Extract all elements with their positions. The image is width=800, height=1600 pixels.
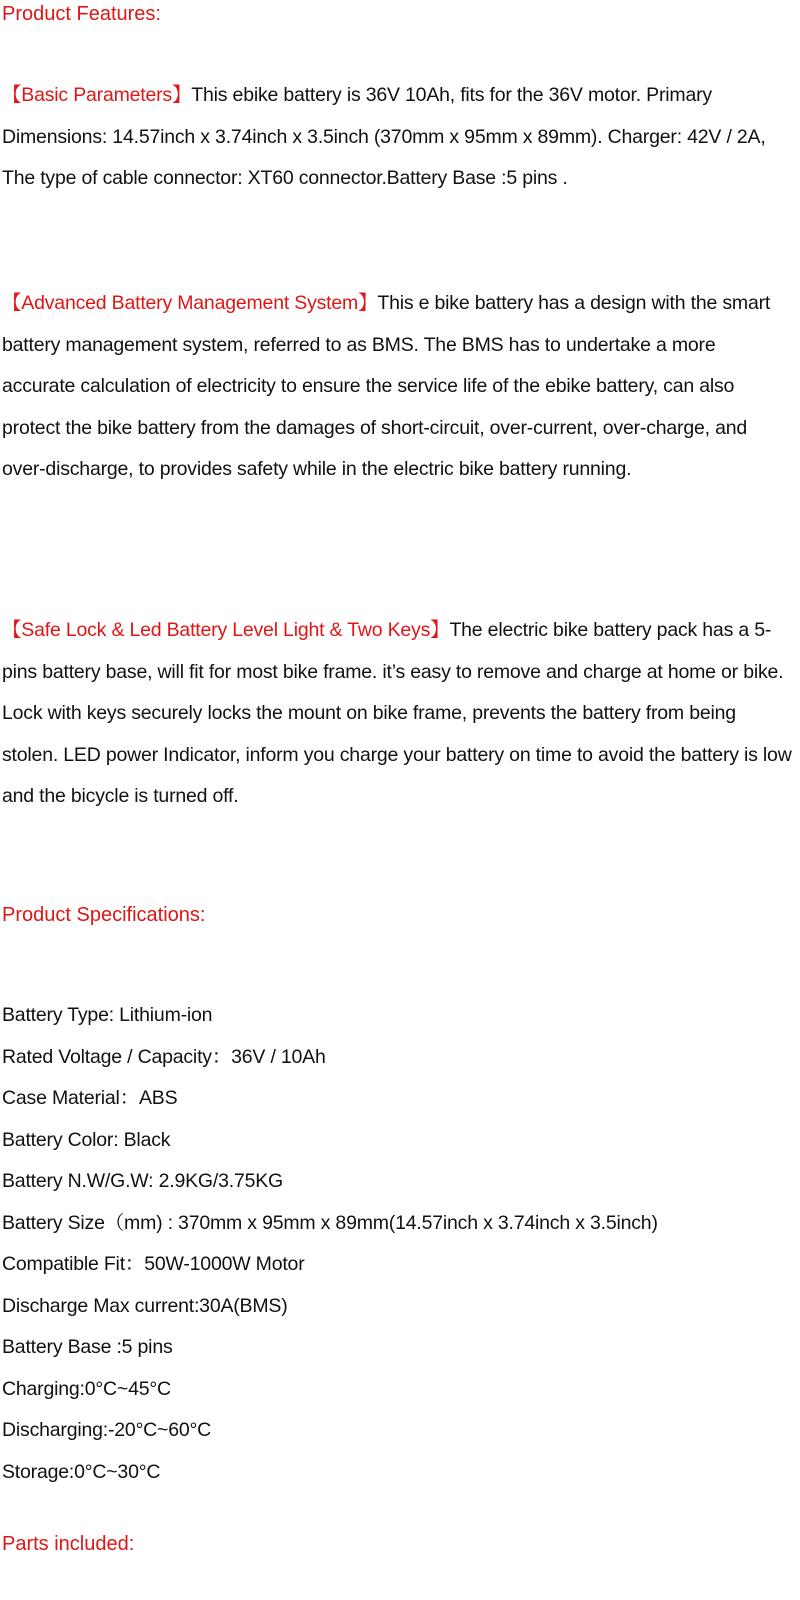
basic-parameters-tag: 【Basic Parameters】 xyxy=(2,84,192,106)
product-features-heading: Product Features: xyxy=(2,3,161,25)
spec-item-battery-type: Battery Type: Lithium-ion xyxy=(2,1004,213,1026)
bms-text: This e bike battery has a design with the smart battery management system, referred to as BMS. The BMS has to undertake a more accurate calculation of electricity to ensure the service life of the ebike battery, can also protect the bike battery from the damages of short-circuit, over-current, over-charge, and over-discharge, to provides safety while in the electric bike battery running. xyxy=(2,292,771,480)
basic-parameters-text: This ebike battery is 36V 10Ah, fits for the 36V motor. Primary Dimensions: 14.57inch x 3.74inch x 3.5inch (370mm x 95mm x 89mm). Charger: 42V / 2A, The type of cable connector: XT60 connector.Battery Base :5 pins . xyxy=(2,84,766,189)
bms-paragraph xyxy=(2,283,792,491)
spec-item-battery-base: Battery Base :5 pins xyxy=(2,1336,173,1358)
spec-item-charging-temp: Charging:0°C~45°C xyxy=(2,1377,171,1400)
bms-tag: 【Advanced Battery Management System】 xyxy=(2,292,378,314)
parts-included-heading: Parts included: xyxy=(2,1533,135,1555)
spec-item-battery-color: Battery Color: Black xyxy=(2,1128,171,1151)
basic-parameters-paragraph xyxy=(2,75,792,200)
specifications-list xyxy=(2,995,792,1493)
safe-lock-paragraph xyxy=(2,610,792,818)
spec-item-case-material: Case Material：ABS xyxy=(2,1087,178,1109)
spec-item-weight: Battery N.W/G.W: 2.9KG/3.75KG xyxy=(2,1170,284,1192)
spec-item-battery-size: Battery Size（mm) : 370mm x 95mm x 89mm(14.57inch x 3.74inch x 3.5inch) xyxy=(2,1211,658,1234)
product-specifications-heading: Product Specifications: xyxy=(2,904,206,926)
spec-item-discharge-current: Discharge Max current:30A(BMS) xyxy=(2,1294,288,1317)
safe-lock-tag: 【Safe Lock & Led Battery Level Light & Two Keys】 xyxy=(2,619,450,641)
spec-item-storage-temp: Storage:0°C~30°C xyxy=(2,1460,161,1483)
spec-item-rated-voltage: Rated Voltage / Capacity：36V / 10Ah xyxy=(2,1045,326,1068)
spec-item-compatible-fit: Compatible Fit：50W-1000W Motor xyxy=(2,1253,305,1275)
spec-item-discharging-temp: Discharging:-20°C~60°C xyxy=(2,1419,212,1441)
safe-lock-text: The electric bike battery pack has a 5-pins battery base, will fit for most bike frame. it’s easy to remove and charge at home or bike. Lock with keys securely locks the mount on bike frame, prevents the battery from being stolen. LED power Indicator, inform you charge your battery on time to avoid the battery is low and the bicycle is turned off. xyxy=(2,619,792,807)
